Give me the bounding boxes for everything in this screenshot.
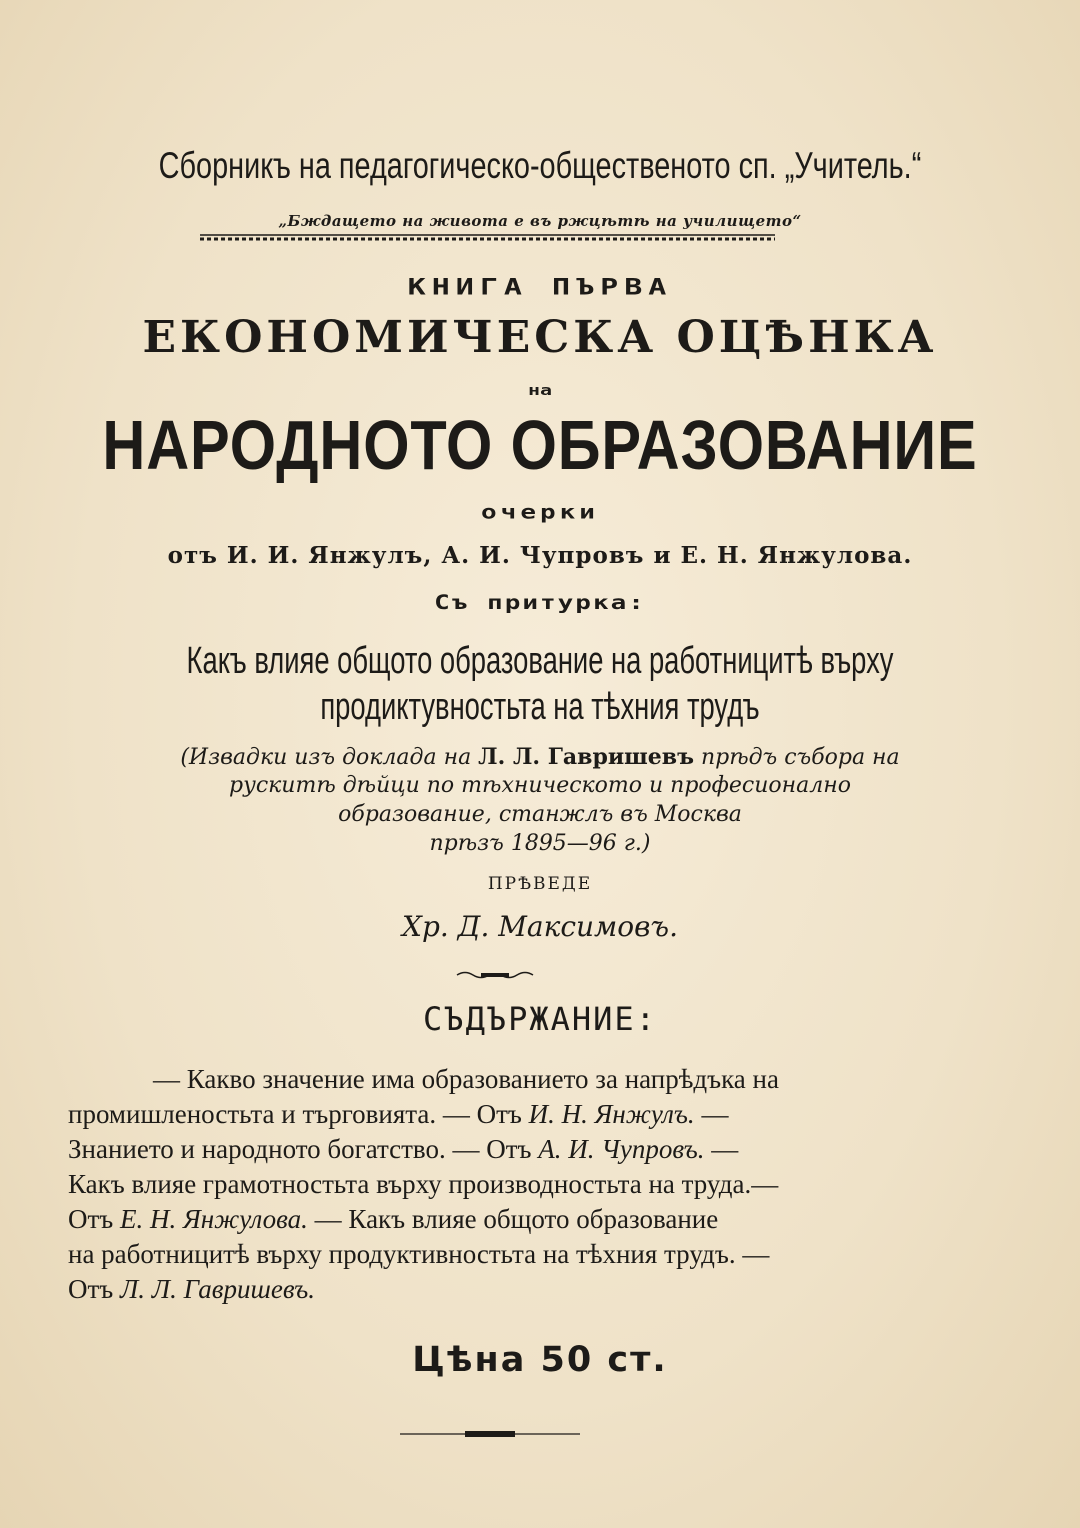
- authors-line: отъ И. И. Янжулъ, А. И. Чупровъ и Е. Н. Янжулова.: [167, 542, 913, 569]
- translator-name: Хр. Д. Максимовъ.: [402, 910, 678, 943]
- source-note-line-3: образование, станжлъ въ Москва: [338, 802, 742, 827]
- subtitle-line-1: Какъ влияе общото образование на работницитѣ върху: [186, 640, 894, 682]
- series-title: Сборникъ на педагогическо-общественото сп. „Учитель.“: [158, 145, 922, 186]
- source-note-line-2: рускитѣ дѣйци по тѣхническото и професионално: [228, 773, 851, 798]
- contents-paragraph: — Какво значение има образованието за напрѣдъка на промишленостьта и търговията. — Отъ И. Н. Янжулъ. — Знанието и народното богатство. — Отъ А. И. Чупровъ. — Какъ влияе грамотностьта върху производностьта на труда.— Отъ Е. Н. Янжулова. — Какъ влияе общото образование на работницитѣ върху продуктивностьта на тѣхния трудъ. — Отъ Л. Л. Гавришевъ.: [68, 1064, 779, 1304]
- bottom-ornament: [400, 1428, 580, 1440]
- title-line-2: НАРОДНОТО ОБРАЗОВАНИЕ: [102, 406, 978, 484]
- decorative-rule: [200, 232, 775, 242]
- title-line-1: ЕКОНОМИЧЕСКА ОЦѢНКА: [142, 312, 938, 363]
- genre-label: очерки: [481, 502, 599, 524]
- source-note-line-1: (Извадки изъ доклада на Л. Л. Гавришевъ прѣдъ събора на: [180, 744, 900, 770]
- subtitle-line-2: продиктувностьта на тѣхния трудъ: [320, 686, 760, 728]
- title-connector: на: [527, 381, 553, 399]
- price: Цѣна 50 ст.: [412, 1340, 668, 1380]
- ornament-divider: [455, 968, 535, 982]
- translated-by-label: ПРѢВЕДЕ: [487, 874, 593, 894]
- motto: „Бждащето на живота е въ ржцѣтѣ на училището“: [278, 212, 802, 230]
- book-number: КНИГА ПЪРВА: [407, 274, 673, 301]
- source-note-line-4: прѣзъ 1895—96 г.): [429, 831, 651, 856]
- supplement-label: Съ притурка:: [434, 591, 646, 615]
- contents-heading: СЪДЪРЖАНИЕ:: [423, 1000, 657, 1038]
